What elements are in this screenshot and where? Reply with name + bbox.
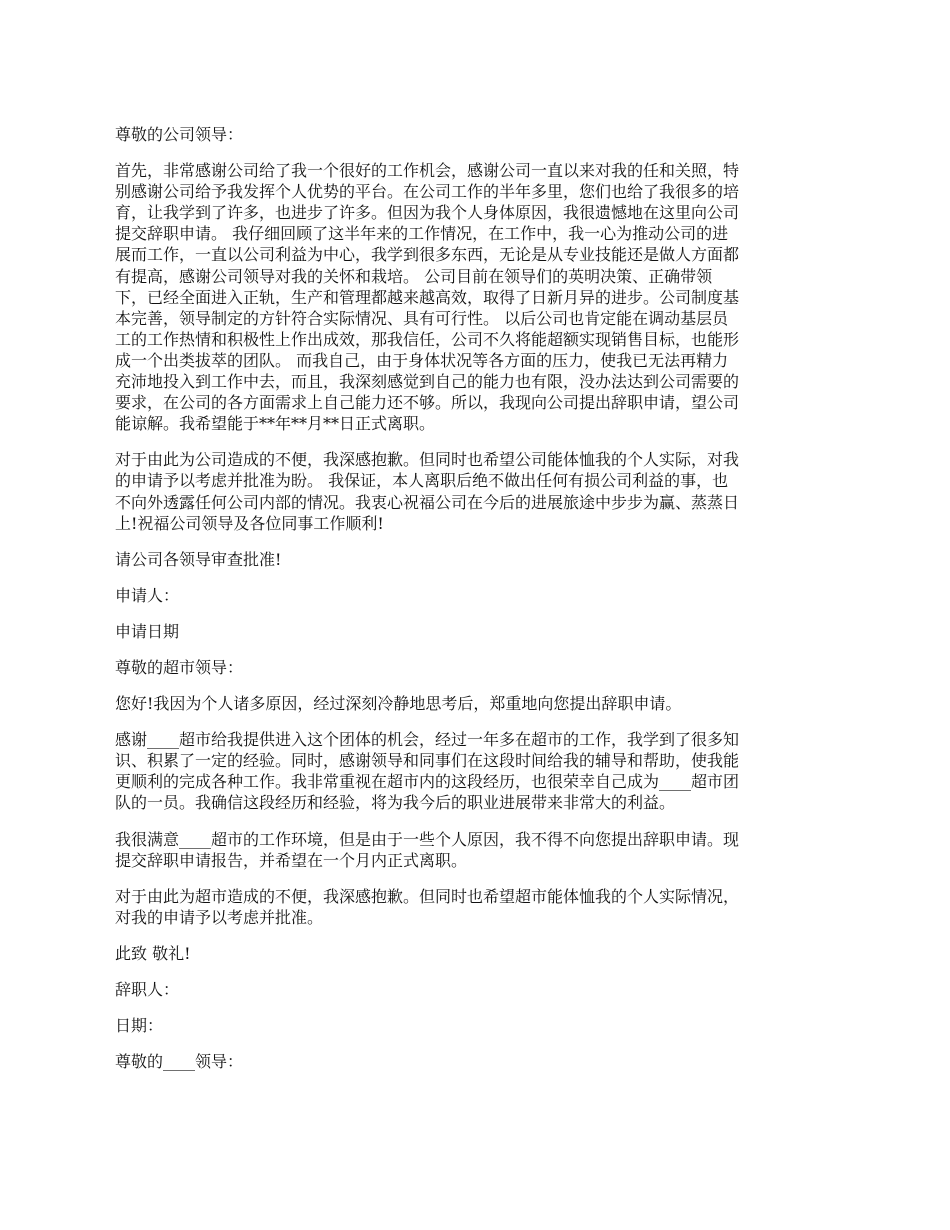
- date-label: [115, 1015, 843, 1036]
- text-line: 能谅解。我希望能于**年**月**日正式离职。: [115, 414, 436, 434]
- paragraph-supermarket-opening: [115, 693, 843, 714]
- text-line: 申请日期: [115, 621, 180, 641]
- text-line: 请公司各领导审查批准!: [115, 549, 282, 569]
- text-line: 本完善，领导制定的方针符合实际情况、具有可行性。 以后公司也肯定能在调动基层员: [115, 308, 729, 328]
- text-line: 育，让我学到了许多，也进步了许多。但因为我个人身体原因，我很遗憾地在这里向公司: [115, 203, 740, 223]
- text-line: 更顺利的完成各种工作。我非常重视在超市内的这段经历，也很荣幸自己成为____超市团: [115, 772, 740, 792]
- paragraph-supermarket-thanks: [115, 729, 843, 813]
- letter-body: [115, 124, 843, 1087]
- paragraph-company-resignation: [115, 160, 843, 434]
- text-line: 展而工作，一直以公司利益为中心，我学到很多东西，无论是从专业技能还是做人方面都: [115, 245, 740, 265]
- text-line: 尊敬的超市领导：: [115, 657, 244, 677]
- text-line: 识、积累了一定的经验。同时，感谢领导和同事们在这段时间给我的辅导和帮助，使我能: [115, 751, 740, 771]
- text-line: 此致 敬礼!: [115, 943, 191, 963]
- text-line: 首先，非常感谢公司给了我一个很好的工作机会，感谢公司一直以来对我的任和关照，特: [115, 161, 740, 181]
- text-line: 不向外透露任何公司内部的情况。我衷心祝福公司在今后的进展旅途中步步为赢、蒸蒸日: [115, 492, 740, 512]
- text-line: 提交辞职申请。 我仔细回顾了这半年来的工作情况，在工作中，我一心为推动公司的进: [115, 224, 729, 244]
- text-line: 下，已经全面进入正轨，生产和管理都越来越高效，取得了日新月异的进步。公司制度基: [115, 287, 740, 307]
- salutation-generic: [115, 1051, 843, 1072]
- closing-regards: [115, 943, 843, 964]
- paragraph-supermarket-apology: [115, 886, 843, 928]
- text-line: 有提高，感谢公司领导对我的关怀和栽培。 公司目前在领导们的英明决策、正确带领: [115, 266, 713, 286]
- salutation-company: [115, 124, 843, 145]
- text-line: 尊敬的____领导：: [115, 1052, 244, 1072]
- text-line: 提交辞职申请报告，并希望在一个月内正式离职。: [115, 850, 468, 870]
- text-line: 上!祝福公司领导及各位同事工作顺利!: [115, 513, 384, 533]
- text-line: 的申请予以考虑并批准为盼。 我保证，本人离职后绝不做出任何有损公司利益的事，也: [115, 471, 729, 491]
- resigner-label: [115, 979, 843, 1000]
- text-line: 感谢____超市给我提供进入这个团体的机会，经过一年多在超市的工作，我学到了很多知: [115, 730, 740, 750]
- application-date-label: [115, 621, 843, 642]
- paragraph-supermarket-environment: [115, 829, 843, 871]
- text-line: 队的一员。我确信这段经历和经验，将为我今后的职业进展带来非常大的利益。: [115, 793, 676, 813]
- text-line: 充沛地投入到工作中去，而且，我深刻感觉到自己的能力也有限，没办法达到公司需要的: [115, 372, 740, 392]
- text-line: 您好!我因为个人诸多原因，经过深刻冷静地思考后，郑重地向您提出辞职申请。: [115, 694, 682, 714]
- text-line: 工的工作热情和积极性上作出成效，那我信任，公司不久将能超额实现销售目标，也能形: [115, 329, 740, 349]
- text-line: 别感谢公司给予我发挥个人优势的平台。在公司工作的半年多里，您们也给了我很多的培: [115, 182, 740, 202]
- text-line: 申请人：: [115, 585, 180, 605]
- text-line: 尊敬的公司领导：: [115, 125, 244, 144]
- text-line: 日期：: [115, 1016, 164, 1036]
- approval-request: [115, 549, 843, 570]
- salutation-supermarket: [115, 657, 843, 678]
- text-line: 辞职人：: [115, 980, 180, 999]
- text-line: 对于由此为公司造成的不便，我深感抱歉。但同时也希望公司能体恤我的个人实际，对我: [115, 450, 740, 470]
- paragraph-company-apology: [115, 449, 843, 533]
- text-line: 我很满意____超市的工作环境，但是由于一些个人原因，我不得不向您提出辞职申请。现: [115, 829, 740, 849]
- applicant-label: [115, 585, 843, 606]
- text-line: 对于由此为超市造成的不便，我深感抱歉。但同时也希望超市能体恤我的个人实际情况，: [115, 886, 740, 906]
- text-line: 成一个出类拔萃的团队。 而我自己，由于身体状况等各方面的压力，使我已无法再精力: [115, 350, 729, 370]
- text-line: 要求，在公司的各方面需求上自己能力还不够。所以，我现向公司提出辞职申请，望公司: [115, 393, 740, 413]
- text-line: 对我的申请予以考虑并批准。: [115, 907, 324, 927]
